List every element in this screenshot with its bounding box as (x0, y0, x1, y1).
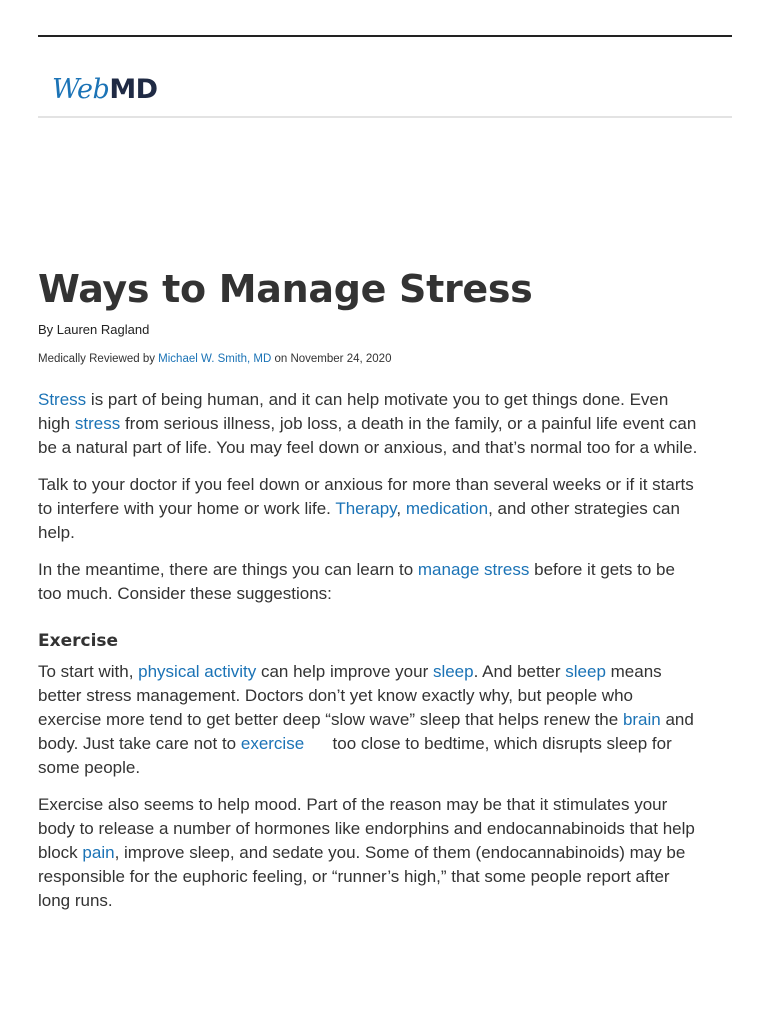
sleep-link[interactable]: sleep (432, 662, 474, 681)
manage-stress-link[interactable]: manage stress (417, 560, 530, 579)
reviewed-prefix: Medically Reviewed by (38, 353, 159, 365)
logo-web-text: Web (52, 74, 110, 105)
paragraph-text: , improve sleep, and sedate you. Some of them (endocannabinoids) may be responsible for the euphoric feeling, or “runner’s high,” that some people report after long runs. (38, 843, 686, 910)
exercise-link[interactable]: exercise (240, 734, 305, 753)
paragraph-1 (38, 388, 698, 460)
webmd-logo[interactable] (52, 74, 158, 106)
article (38, 262, 698, 913)
byline: By Lauren Ragland (38, 322, 150, 337)
top-divider (38, 35, 732, 37)
stress-link[interactable]: Stress (38, 390, 87, 409)
medication-link[interactable]: medication (405, 499, 489, 518)
header-divider (38, 116, 732, 118)
paragraph-text: , and other strategies can help. (38, 499, 680, 542)
page-title: Ways to Manage Stress (38, 267, 533, 311)
brain-link[interactable]: brain (622, 710, 661, 729)
paragraph-text: means better stress management. Doctors don’t yet know exactly why, but people who exercise more tend to get better deep “slow wave” sleep that helps renew the (38, 662, 662, 729)
paragraph-text: from serious illness, job loss, a death in the family, or a painful life event can be a natural part of life. You may feel down or anxious, and that’s normal too for a while. (38, 414, 698, 457)
paragraph-text: too close to bedtime, which disrupts sleep for some people. (38, 734, 677, 777)
paragraph-5 (38, 793, 698, 913)
article-body (38, 388, 698, 913)
pain-link[interactable]: pain (82, 843, 115, 862)
reviewed-date: on November 24, 2020 (271, 353, 392, 365)
paragraph-text: , (396, 499, 406, 518)
paragraph-text: is part of being human, and it can help motivate you to get things done. Even high (38, 390, 669, 433)
paragraph-2 (38, 473, 698, 545)
section-heading-exercise: Exercise (38, 631, 119, 651)
paragraph-text: . And better (473, 662, 566, 681)
paragraph-text: can help improve your (256, 662, 433, 681)
logo-md-text: MD (109, 74, 158, 105)
paragraph-text: To start with, (38, 662, 139, 681)
paragraph-text: Exercise also seems to help mood. Part of the reason may be that it stimulates your body to release a number of hormones like endorphins and endocannabinoids that help block (38, 795, 695, 862)
paragraph-4 (38, 660, 698, 780)
paragraph-3 (38, 558, 698, 606)
paragraph-text: before it gets to be too much. Consider these suggestions: (38, 560, 675, 603)
stress-link-2[interactable]: stress (74, 414, 121, 433)
medical-review-line (38, 350, 698, 368)
therapy-link[interactable]: Therapy (335, 499, 397, 518)
sleep-link-2[interactable]: sleep (565, 662, 606, 681)
paragraph-text: Talk to your doctor if you feel down or anxious for more than several weeks or if it starts to interfere with your home or work life. (38, 475, 694, 518)
reviewer-link[interactable]: Michael W. Smith, MD (158, 353, 272, 365)
paragraph-text: In the meantime, there are things you can learn to (38, 560, 418, 579)
physical-activity-link[interactable]: physical activity (138, 662, 257, 681)
paragraph-text: and body. Just take care not to (38, 710, 694, 753)
